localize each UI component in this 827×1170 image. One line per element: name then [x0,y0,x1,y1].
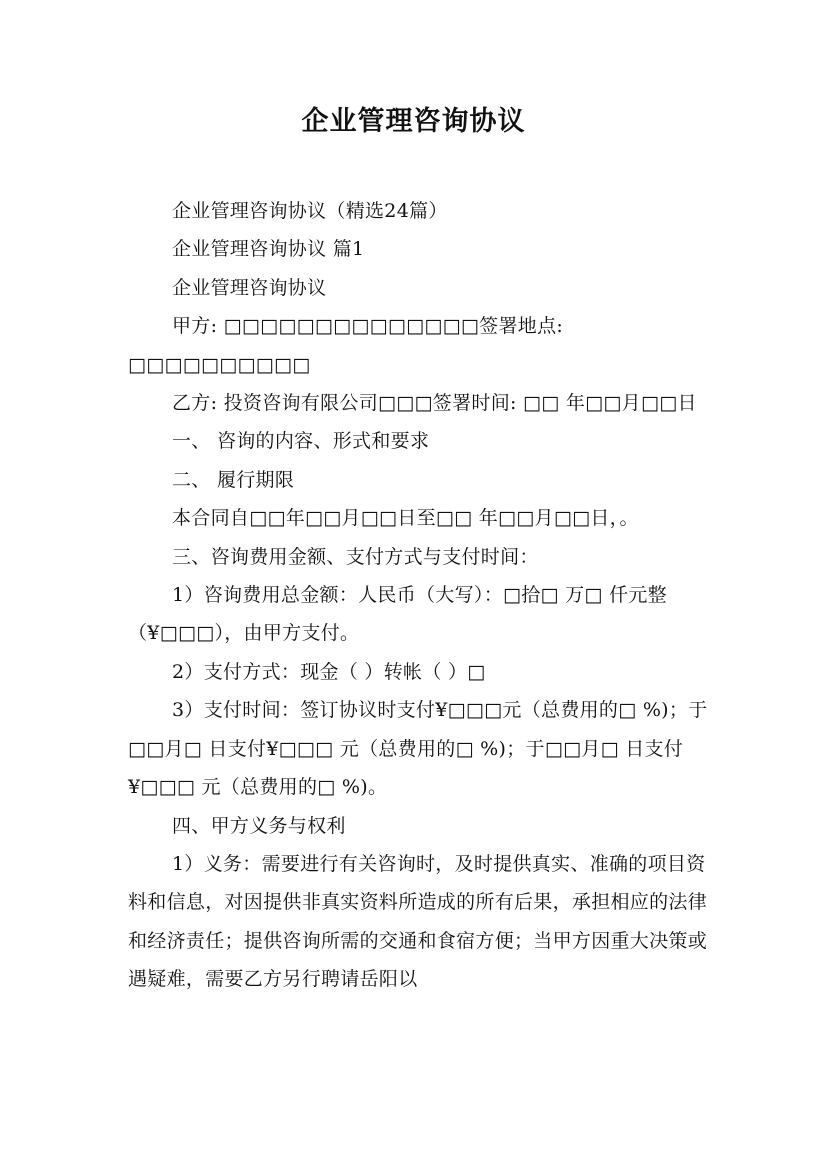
payment-time-paragraph: 3）支付时间：签订协议时支付¥□□□元（总费用的□ %)；于□□月□ 日支付¥□□□ 元（总费用的□ %)；于□□月□ 日支付¥□□□ 元（总费用的□ %)。 [128,699,708,799]
clause-heading-1: 一、 咨询的内容、形式和要求 [172,430,430,453]
clause-heading-3: 三、咨询费用金额、支付方式与支付时间： [172,545,539,568]
paragraph: 企业管理咨询协议 [172,276,327,299]
document-title: 企业管理咨询协议 [301,106,526,137]
section-heading: 企业管理咨询协议 篇1 [172,238,365,261]
term-paragraph: 本合同自□□年□□月□□日至□□ 年□□月□□日，。 [172,507,639,530]
party-a-line: 甲方: □□□□□□□□□□□□□□签署地点: □□□□□□□□□□ [128,315,564,376]
clause-heading-4: 四、甲方义务与权利 [172,814,346,837]
party-b-line: 乙方: 投资咨询有限公司□□□签署时间: □□ 年□□月□□日 [172,392,697,415]
clause-heading-2: 二、 履行期限 [172,468,295,491]
fee-amount-paragraph: 1）咨询费用总金额：人民币（大写）：□拾□ 万□ 仟元整（¥□□□），由甲方支付。 [128,584,667,645]
payment-method-paragraph: 2）支付方式：现金（ ）转帐（ ）□ [172,660,486,683]
document-body [128,192,708,999]
subtitle-line: 企业管理咨询协议（精选24篇） [172,200,448,222]
obligations-paragraph: 1）义务：需要进行有关咨询时，及时提供真实、准确的项目资料和信息，对因提供非真实资料所造成的所有后果，承担相应的法律和经济责任；提供咨询所需的交通和食宿方便；当甲方因重大决策或遇疑难，需要乙方另行聘请岳阳以 [128,852,708,991]
